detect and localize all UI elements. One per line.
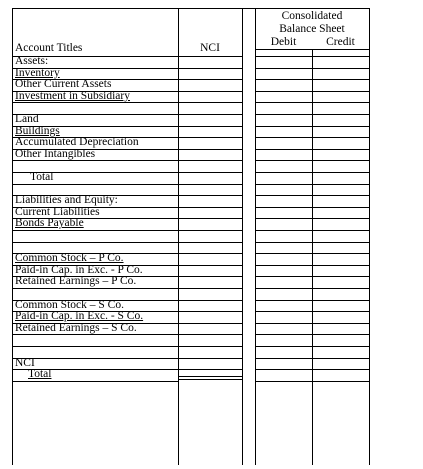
bottom-border-balance xyxy=(255,381,370,382)
table-row xyxy=(12,114,370,126)
account-title: Retained Earnings – P Co. xyxy=(15,275,137,288)
account-title: Common Stock – S Co. xyxy=(15,298,124,311)
bottom-border-titles xyxy=(12,381,179,382)
header-consolidated-line2: Balance Sheet xyxy=(279,23,345,35)
header-account-titles: Account Titles xyxy=(15,42,83,54)
account-title: Paid-in Cap. in Exc. - P Co. xyxy=(15,263,143,276)
header-consolidated-line1: Consolidated xyxy=(281,10,343,22)
nci-total-line-lower xyxy=(178,379,243,380)
account-title: Retained Earnings – S Co. xyxy=(15,321,137,334)
account-title: Paid-in Cap. in Exc. - S Co. xyxy=(15,310,144,323)
table-row xyxy=(12,358,370,370)
account-title: Liabilities and Equity: xyxy=(15,194,118,207)
consolidation-worksheet xyxy=(12,8,370,465)
table-row xyxy=(12,172,370,184)
nci-total-line-upper xyxy=(178,376,243,377)
account-title: Other Intangibles xyxy=(15,147,96,160)
table-row xyxy=(12,56,370,68)
account-title: Total xyxy=(30,171,54,183)
account-title: Land xyxy=(15,113,39,125)
header-debit: Debit xyxy=(270,36,297,48)
header-nci: NCI xyxy=(200,42,220,54)
table-row xyxy=(12,323,370,335)
table-row xyxy=(12,346,370,358)
table-row xyxy=(12,230,370,242)
account-title: Common Stock – P Co. xyxy=(15,252,124,265)
table-top-border xyxy=(12,8,370,9)
account-title: Accumulated Depreciation xyxy=(15,136,139,149)
table-row xyxy=(12,334,370,346)
account-title: NCI xyxy=(15,356,35,369)
table-row xyxy=(12,91,370,103)
account-title: Assets: xyxy=(15,55,49,67)
header-credit: Credit xyxy=(326,36,355,48)
table-row xyxy=(12,276,370,288)
account-title: Bonds Payable xyxy=(15,217,84,230)
account-title: Buildings xyxy=(15,124,60,137)
table-row xyxy=(12,149,370,161)
account-title: Current Liabilities xyxy=(15,205,100,218)
table-row xyxy=(12,218,370,230)
table-row xyxy=(12,160,370,172)
account-title: Total xyxy=(28,368,52,381)
account-title: Other Current Assets xyxy=(15,78,112,91)
account-title: Inventory xyxy=(15,66,60,79)
account-title: Investment in Subsidiary xyxy=(15,89,130,102)
table-row xyxy=(12,102,370,114)
